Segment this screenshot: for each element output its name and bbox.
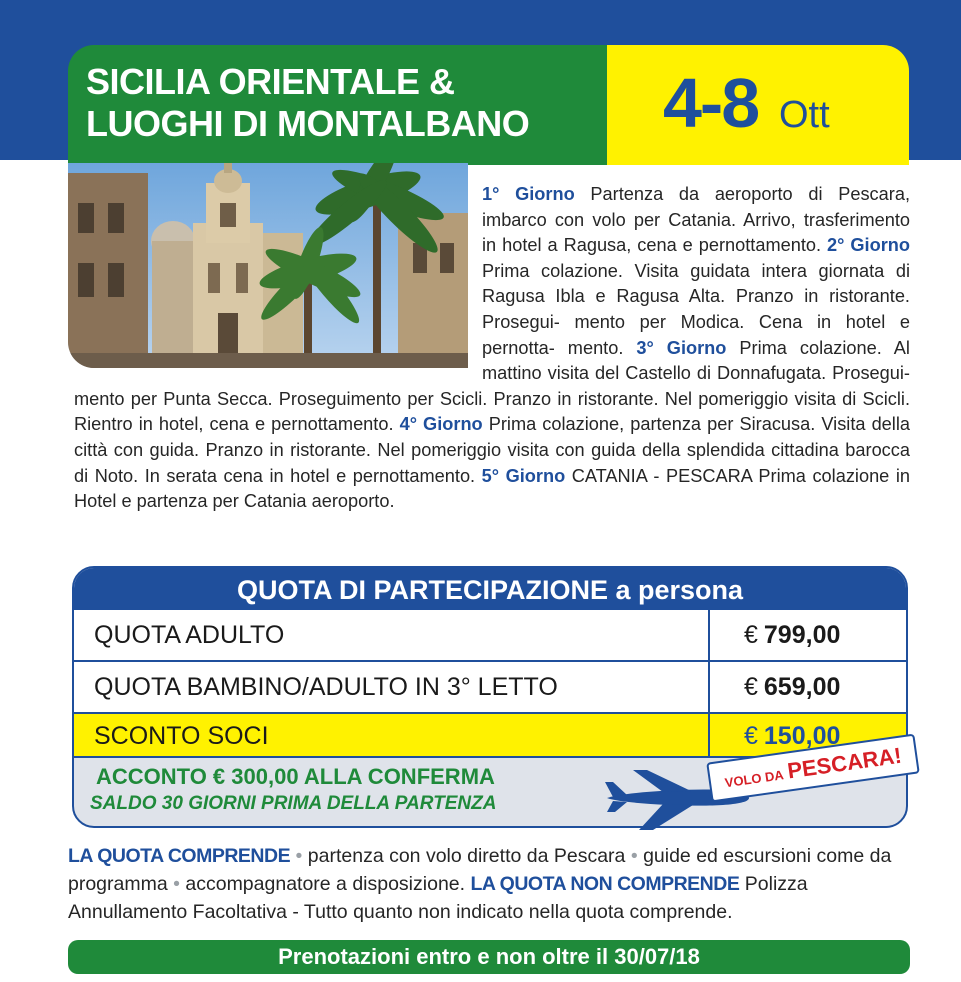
day-2-label: 2° Giorno	[827, 235, 910, 256]
bullet-icon: •	[295, 845, 303, 867]
day-4-label: 4° Giorno	[399, 414, 483, 435]
includes-item-3: accompagnatore a disposizione.	[185, 873, 466, 895]
includes-item-1: partenza con volo diretto da Pescara	[307, 845, 626, 867]
day-5-text: CATANIA - PESCARA Prima colazione in Hotel e partenza per Catania aeroporto.	[74, 465, 910, 512]
quota-price-cell	[708, 610, 906, 660]
quota-label-discount: SCONTO SOCI	[94, 722, 269, 750]
includes-item-2: guide ed escursioni come da programma	[68, 845, 892, 895]
day-3-text: Prima colazione. Al mattino visita del Castello di Donnafugata. Prosegui- mento per Punta Secca. Proseguimento per Scicli. Pranzo in ristorante. Nel pomeriggio visita di Scicli. Rientro in hotel, cena e pernottamento.	[74, 337, 910, 435]
badge-big-text: PESCARA!	[785, 742, 904, 784]
booking-deadline-bar: Prenotazioni entro e non oltre il 30/07/18	[68, 940, 910, 974]
includes-text	[68, 842, 914, 926]
quota-label-adult: QUOTA ADULTO	[94, 621, 285, 649]
price-value: 659,00	[763, 673, 841, 701]
day-5-label: 5° Giorno	[481, 465, 566, 486]
quota-price-cell	[708, 662, 906, 712]
title-box	[68, 45, 613, 165]
euro-sign: €	[744, 722, 758, 750]
quota-row-child	[74, 662, 906, 714]
bullet-icon: •	[173, 873, 180, 895]
date-days: 4-8	[663, 64, 759, 142]
date-month: Ott	[779, 94, 830, 136]
program-text	[74, 182, 910, 515]
quota-price-adult	[744, 610, 840, 660]
day-1-text: Partenza da aeroporto di Pescara, imbarco con volo per Catania. Arrivo, trasferimento in hotel a Ragusa, cena e pernottamento.	[482, 184, 910, 256]
quota-price-child	[744, 662, 840, 712]
photo-spacer	[74, 182, 482, 362]
day-1-label: 1° Giorno	[482, 184, 575, 204]
date-box	[607, 45, 909, 165]
not-included-title: LA QUOTA NON COMPRENDE	[470, 873, 740, 895]
day-3-label: 3° Giorno	[636, 337, 727, 358]
deposit-text: ACCONTO € 300,00 ALLA CONFERMA	[96, 764, 495, 789]
badge-small-text: VOLO DA	[723, 767, 785, 791]
title-line-1: SICILIA ORIENTALE &	[86, 61, 455, 102]
day-2-text: Prima colazione. Visita guidata intera giornata di Ragusa Ibla e Ragusa Alta. Pranzo in ristorante. Prosegui- mento per Modica. Cena in hotel e pernotta- mento.	[482, 260, 910, 358]
title-line-2: LUOGHI DI MONTALBANO	[86, 103, 530, 144]
euro-sign: €	[744, 673, 758, 701]
price-value: 799,00	[763, 621, 841, 649]
includes-title: LA QUOTA COMPRENDE	[68, 845, 291, 867]
bullet-icon: •	[630, 845, 638, 867]
not-included-text: Polizza Annullamento Facoltativa - Tutto quanto non indicato nella quota comprende.	[68, 873, 808, 923]
balance-text: SALDO 30 GIORNI PRIMA DELLA PARTENZA	[90, 793, 497, 814]
quota-row-adult	[74, 610, 906, 662]
quota-label-child: QUOTA BAMBINO/ADULTO IN 3° LETTO	[94, 673, 558, 701]
euro-sign: €	[744, 621, 758, 649]
day-4-text: Prima colazione, partenza per Siracusa. Visita della città con guida. Pranzo in ristorante. Nel pomeriggio visita con guida della splendida cittadina barocca di Noto. In serata cena in hotel e pernottamento.	[74, 414, 910, 486]
price-value: 150,00	[763, 722, 841, 750]
quota-header: QUOTA DI PARTECIPAZIONE a persona	[74, 568, 906, 610]
